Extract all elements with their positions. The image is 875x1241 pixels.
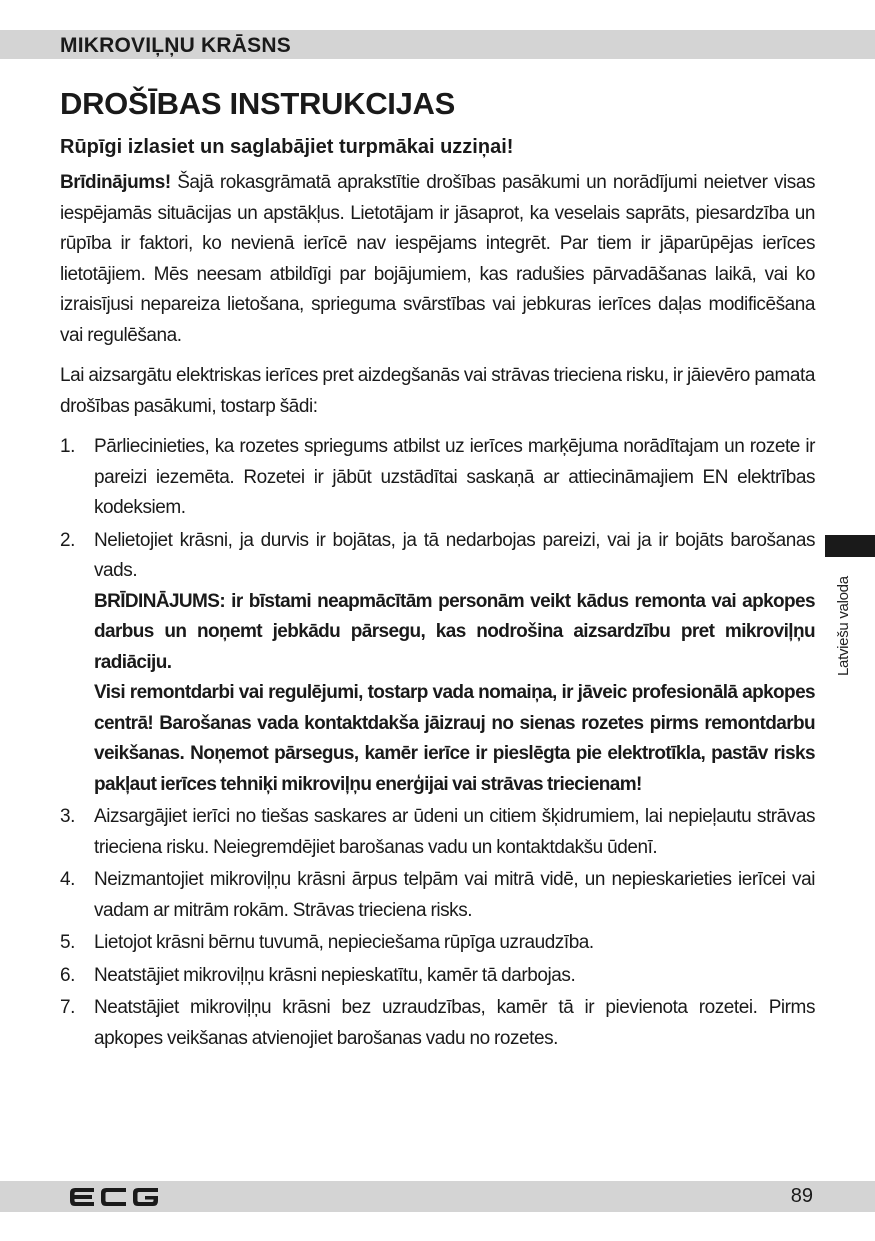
- list-number: 6.: [60, 964, 75, 986]
- list-item: [60, 961, 815, 992]
- list-number: 7.: [60, 997, 75, 1018]
- list-text: Lietojot krāsni bērnu tuvumā, nepieciešama rūpīga uzraudzība.: [94, 932, 594, 953]
- list-text: Neatstājiet mikroviļņu krāsni nepieskatītu, kamēr tā darbojas.: [94, 964, 576, 986]
- list-item: [60, 993, 815, 1054]
- list-item: [60, 865, 815, 926]
- list-text: Neatstājiet mikroviļņu krāsni bez uzraudzības, kamēr tā ir pievienota rozetei. Pirms apkopes veikšanas atvienojiet barošanas vadu no rozetes.: [94, 997, 815, 1049]
- list-item: [60, 432, 815, 524]
- language-label: Latviešu valoda: [835, 576, 852, 676]
- list-number: 3.: [60, 806, 75, 827]
- list-number: 1.: [60, 436, 75, 457]
- warning-label: Brīdinājums!: [60, 172, 171, 193]
- list-text: Aizsargājiet ierīci no tiešas saskares ar ūdeni un citiem šķidrumiem, lai nepieļautu strāvas trieciena risku. Neiegremdējiet barošanas vadu un kontaktdakšu ūdenī.: [94, 806, 815, 858]
- list-text: Nelietojiet krāsni, ja durvis ir bojātas, ja tā nedarbojas pareizi, vai ja ir bojāts barošanas vads.: [94, 529, 815, 581]
- safety-list: [60, 432, 815, 1054]
- page-number: 89: [790, 1185, 813, 1207]
- warning-paragraph: [60, 168, 815, 351]
- list-number: 2.: [60, 529, 75, 551]
- header-title: MIKROVIĻŅU KRĀSNS: [60, 34, 291, 57]
- intro-paragraph: Lai aizsargātu elektriskas ierīces pret aizdegšanās vai strāvas trieciena risku, ir jāievēro pamata drošības pasākumi, tostarp šādi:: [60, 365, 815, 417]
- language-tab-marker: [825, 535, 875, 557]
- main-content: [60, 84, 815, 1056]
- list-item: [60, 928, 815, 959]
- page-title: DROŠĪBAS INSTRUKCIJAS: [60, 86, 456, 121]
- ecg-logo: [68, 1186, 160, 1208]
- page-subtitle: Rūpīgi izlasiet un saglabājiet turpmākai uzziņai!: [60, 136, 514, 158]
- list-text: Neizmantojiet mikroviļņu krāsni ārpus telpām vai mitrā vidē, un nepieskarieties ierīcei vai vadam ar mitrām rokām. Strāvas trieciena risks.: [94, 869, 815, 921]
- list-item: [60, 526, 815, 801]
- bold-warning-1: BRĪDINĀJUMS: ir bīstami neapmācītām personām veikt kādus remonta vai apkopes darbus un noņemt jebkādu pārsegu, kas nodrošina aizsardzību pret mikroviļņu radiāciju.: [94, 590, 815, 673]
- list-number: 4.: [60, 869, 75, 890]
- warning-text: Šajā rokasgrāmatā aprakstītie drošības pasākumi un norādījumi neietver visas iespējamās situācijas un apstākļus. Lietotājam ir jāsaprot, ka veselais saprāts, piesardzība un rūpība ir faktori, ko nevienā ierīcē nav iespējams integrēt. Par tiem ir jāparūpējas ierīces lietotājiem. Mēs neesam atbildīgi par bojājumiem, kas radušies pārvadāšanas laikā, vai ko izraisījusi nepareiza lietošana, sprieguma svārstības vai jebkuras ierīces daļas modificēšana vai regulēšana.: [60, 172, 815, 346]
- bold-warning-2: Visi remontdarbi vai regulējumi, tostarp vada nomaiņa, ir jāveic profesionālā apkopes centrā! Barošanas vada kontaktdakša jāizrauj no sienas rozetes pirms remontdarbu veikšanas. Noņemot pārsegus, kamēr ierīce ir pieslēgta pie elektrotīkla, pastāv risks pakļaut ierīces tehniķi mikroviļņu enerģijai vai strāvas triecienam!: [94, 682, 815, 795]
- list-number: 5.: [60, 932, 75, 953]
- header-bar: [0, 30, 875, 59]
- list-item: [60, 802, 815, 863]
- list-text: Pārliecinieties, ka rozetes spriegums atbilst uz ierīces marķējuma norādītajam un rozete ir pareizi iezemēta. Rozetei ir jābūt uzstādītai saskaņā ar attiecināmajiem EN elektrības kodeksiem.: [94, 436, 815, 518]
